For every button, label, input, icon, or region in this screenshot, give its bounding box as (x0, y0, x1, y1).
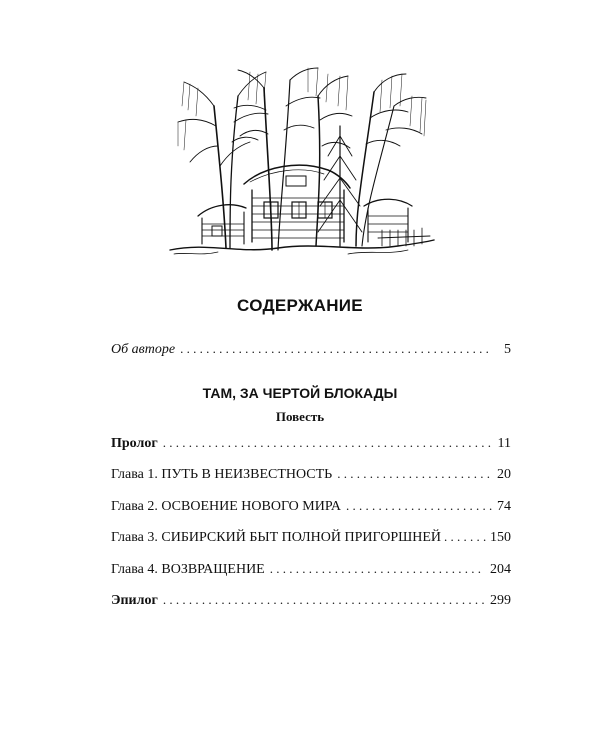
toc-page-number: 299 (490, 593, 511, 608)
toc-entry-label: Пролог (111, 436, 158, 451)
toc-page-number: 150 (490, 530, 511, 545)
dot-leader (180, 341, 492, 357)
toc-row-about-author (111, 341, 511, 358)
toc-page-number: 20 (497, 467, 511, 482)
part-title: ТАМ, ЗА ЧЕРТОЙ БЛОКАДЫ (202, 385, 398, 401)
toc-entry-label: Глава 4. ВОЗВРАЩЕНИЕ (111, 562, 265, 577)
toc-page-number: 5 (504, 342, 511, 357)
toc-page-number: 11 (497, 436, 511, 451)
dot-leader (163, 435, 492, 451)
dot-leader (346, 498, 492, 514)
toc-row-epilogue (111, 592, 511, 609)
toc-heading: СОДЕРЖАНИЕ (237, 296, 363, 315)
dot-leader (337, 466, 492, 482)
toc-entry-label: Глава 3. СИБИРСКИЙ БЫТ ПОЛНОЙ ПРИГОРШНЕЙ (111, 530, 442, 545)
toc-row-chapter-4 (111, 561, 511, 578)
dot-leader (444, 529, 487, 545)
part-subtitle: Повесть (275, 409, 325, 424)
toc-page-number: 74 (497, 499, 511, 514)
toc-row-prologue (111, 435, 511, 452)
toc-page-number: 204 (490, 562, 511, 577)
toc-entry-label: Глава 1. ПУТЬ В НЕИЗВЕСТНОСТЬ (111, 467, 333, 482)
toc-row-chapter-1 (111, 466, 511, 483)
winter-village-illustration (168, 66, 436, 266)
toc-row-chapter-3 (111, 529, 511, 546)
toc-row-chapter-2 (111, 498, 511, 515)
toc-entry-label: Глава 2. ОСВОЕНИЕ НОВОГО МИРА (111, 499, 341, 514)
toc-entry-label: Эпилог (111, 593, 158, 608)
dot-leader (163, 592, 485, 608)
dot-leader (270, 561, 485, 577)
toc-entry-label: Об авторе (111, 342, 176, 357)
